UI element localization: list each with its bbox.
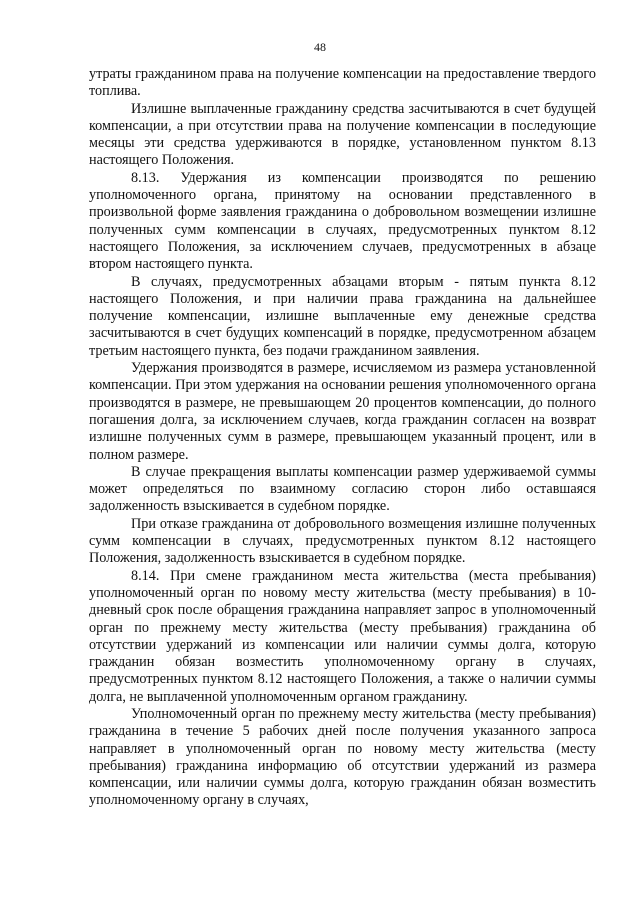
- paragraph: Удержания производятся в размере, исчисляемом из размера установленной компенсации. При этом удержания на основании решения уполномоченного органа производятся в размере, не превышающем 20 процентов компенсации, до полного погашения долга, за исключением случаев, когда гражданин согласен на возврат излишне полученных сумм в размере, превышающем указанный процент, или в полном размере.: [89, 360, 596, 463]
- paragraph-8-14: 8.14. При смене гражданином места жительства (места пребывания) уполномоченный орган по новому месту жительства (месту пребывания) в 10-дневный срок после обращения гражданина направляет запрос в уполномоченный орган по прежнему месту жительства (месту пребывания) гражданина об отсутствии удержаний из компенсации или наличии суммы долга, которую гражданин обязан возместить уполномоченному органу в случаях, предусмотренных пунктом 8.12 настоящего Положения, а также о наличии суммы долга, не выплаченной уполномоченным органом гражданину.: [89, 567, 596, 705]
- page-number: 48: [314, 40, 326, 54]
- paragraph: В случаях, предусмотренных абзацами вторым - пятым пункта 8.12 настоящего Положения, и при наличии права гражданина на дальнейшее получение компенсации, излишне выплаченные ему денежные средства засчитываются в счет будущих компенсаций в порядке, предусмотренном абзацем третьим настоящего пункта, без подачи гражданином заявления.: [89, 273, 596, 359]
- paragraph: Уполномоченный орган по прежнему месту жительства (месту пребывания) гражданина в течение 5 рабочих дней после получения указанного запроса направляет в уполномоченный орган по новому месту жительства (месту пребывания) гражданина информацию об отсутствии удержаний из размера компенсации, или наличии суммы долга, которую гражданин обязан возместить уполномоченному органу в случаях,: [89, 705, 596, 809]
- paragraph-continuation: утраты гражданином права на получение компенсации на предоставление твердого топлива.: [89, 66, 596, 100]
- paragraph: При отказе гражданина от добровольного возмещения излишне полученных сумм компенсации в случаях, предусмотренных пунктом 8.12 настоящего Положения, задолженность взыскивается в судебном порядке.: [89, 515, 596, 567]
- paragraph: Излишне выплаченные гражданину средства засчитываются в счет будущей компенсации, а при отсутствии права на получение компенсации в последующие месяцы эти средства удерживаются в порядке, установленном пунктом 8.13 настоящего Положения.: [89, 100, 596, 169]
- paragraph: В случае прекращения выплаты компенсации размер удерживаемой суммы может определяться по взаимному согласию сторон либо оставшаяся задолженность взыскивается в судебном порядке.: [89, 463, 596, 515]
- paragraph-8-13: 8.13. Удержания из компенсации производятся по решению уполномоченного органа, принятому на основании представленного в произвольной форме заявления гражданина о добровольном возмещении излишне полученных сумм компенсации в случаях, предусмотренных пунктом 8.12 настоящего Положения, за исключением случаев, предусмотренных в абзаце втором настоящего пункта.: [89, 169, 596, 273]
- body-text: [89, 66, 596, 810]
